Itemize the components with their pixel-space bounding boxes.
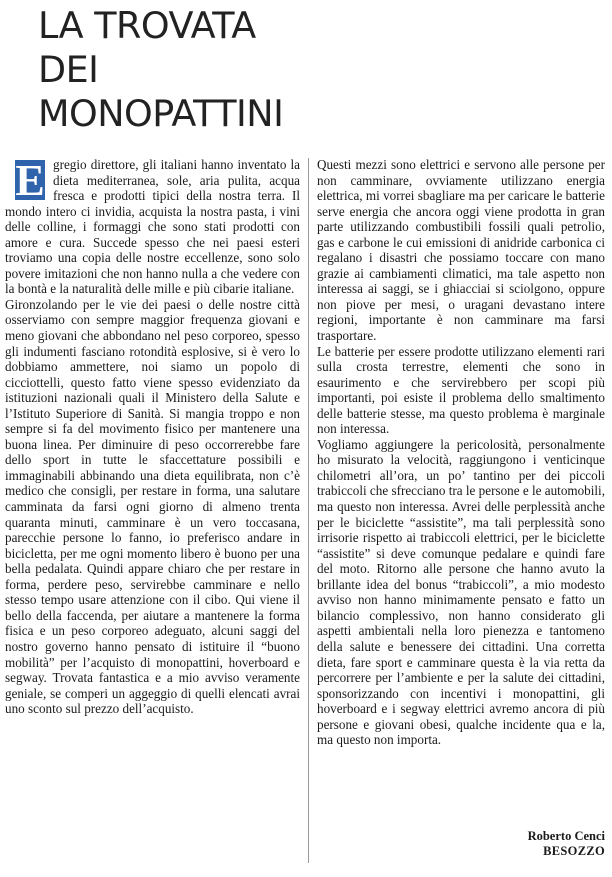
signature [528,829,605,859]
column-divider [308,158,309,863]
author-place: BESOZZO [543,844,605,858]
letter-column-left [5,157,300,717]
drop-cap: E [15,156,45,205]
paragraph: Vogliamo aggiungere la pericolosità, personalmente ho misurato la velocità, raggiungono i venticinque chilometri all’ora, un po’ tantino per dei piccoli trabiccoli che sfrecciano tra le persone e le automobili, ma questo non interessa. Avrei delle perplessità anche per le biciclette “assistite”, ma tali perplessità sono irrisorie rispetto ai trabiccoli elettrici, per le biciclette “assistite” si deve comunque pedalare e quindi fare del moto. Ritorno alle persone che hanno avuto la brillante idea del bonus “trabiccoli”, a mio modesto avviso non hanno minimamente pensato e fatto un bilancio complessivo, non hanno considerato gli aspetti ambientali nella loro pienezza e tantomeno della salute e benessere dei cittadini. Una corretta dieta, fare sport e camminare questa è la via retta da percorrere per l’ambiente e per la salute dei cittadini, sponsorizzando con incentivi i monopattini, gli hoverboard e i segway elettrici avremo ancora di più persone e giovani obesi, qualche incidente qua e la, ma questo non importa. [317,436,605,748]
headline [38,4,338,136]
paragraph: Questi mezzi sono elettrici e servono alle persone per non camminare, ovviamente utilizzano energia elettrica, mi vorrei sbagliare ma per caricare le batterie serve energia che ancora oggi viene prodotta in gran parte utilizzando combustibili fossili quali petrolio, gas e carbone le cui emissioni di anidride carbonica ci regalano i disastri che possiamo toccare con mano grazie ai cambiamenti climatici, ma tale aspetto non interessa ai saggi, se i ghiacciai si sciolgono, oppure non piove per mesi, o uragani devastano intere regioni, importante è non camminare ma farsi trasportare. [317,157,605,344]
headline-line-3: MONOPATTINI [38,92,284,135]
headline-line-1: LA TROVATA [38,4,256,47]
paragraph: Le batterie per essere prodotte utilizzano elementi rari sulla crosta terrestre, elementi che sono in esaurimento e che servirebbero per scopi più importanti, poi esiste il problema dello smaltimento delle batterie stesse, ma questo problema è marginale non interessa. [317,343,605,437]
paragraph: Gironzolando per le vie dei paesi o delle nostre città osserviamo con sempre maggior frequenza giovani e meno giovani che abbondano nel peso corporeo, spesso gli indumenti fasciano rotondità esplosive, si è vero lo dobbiamo ammettere, noi siamo un popolo di cicciottelli, questo fatto viene spesso evidenziato da istituzioni nazionali quali il Ministero della Salute e l’Istituto Superiore di Sanità. Si mangia troppo e non sempre si fa del movimento fisico per mantenere una buona linea. Per diminuire di peso occorrerebbe fare dello sport in tutte le sfaccettature possibili e immaginabili abbinando una dieta equilibrata, non c’è medico che consigli, per restare in forma, una salutare camminata da farsi ogni giorno di almeno trenta quaranta minuti, camminare è un vero toccasana, parecchie persone lo fanno, io preferisco andare in bicicletta, per me ogni momento libero è buono per una bella pedalata. Quindi appare chiaro che per restare in forma, perdere peso, servirebbe camminare e nello stesso tempo usare attenzione con il cibo. Qui viene il bello della faccenda, per aiutare a mantenere la forma fisica e un peso corporeo adeguato, alcuni saggi del nostro governo hanno pensato di istituire il “buono mobilità” per l’acquisto di monopattini, hoverboard e segway. Trovata fantastica e a mio avviso veramente geniale, se comperi un aggeggio di quelli elencati avrai uno sconto sul prezzo dell’acquisto. [5,296,300,717]
paragraph: gregio direttore, gli italiani hanno inventato la dieta mediterranea, sole, aria pulita, acqua fresca e prodotti tipici della nostra terra. Il mondo intero ci invidia, acquista la nostra pasta, i vini delle colline, i formaggi che sono stati prodotti con amore e cura. Succede spesso che nei paesi esteri troviamo una copia delle nostre eccellenze, sono solo povere imitazioni che non hanno nulla a che vedere con la bontà e la naturalità delle mille e più cibarie italiane. [5,157,300,297]
letter-column-right [317,157,605,748]
author-name: Roberto Cenci [527,829,605,843]
headline-line-2: DEI [38,48,99,91]
